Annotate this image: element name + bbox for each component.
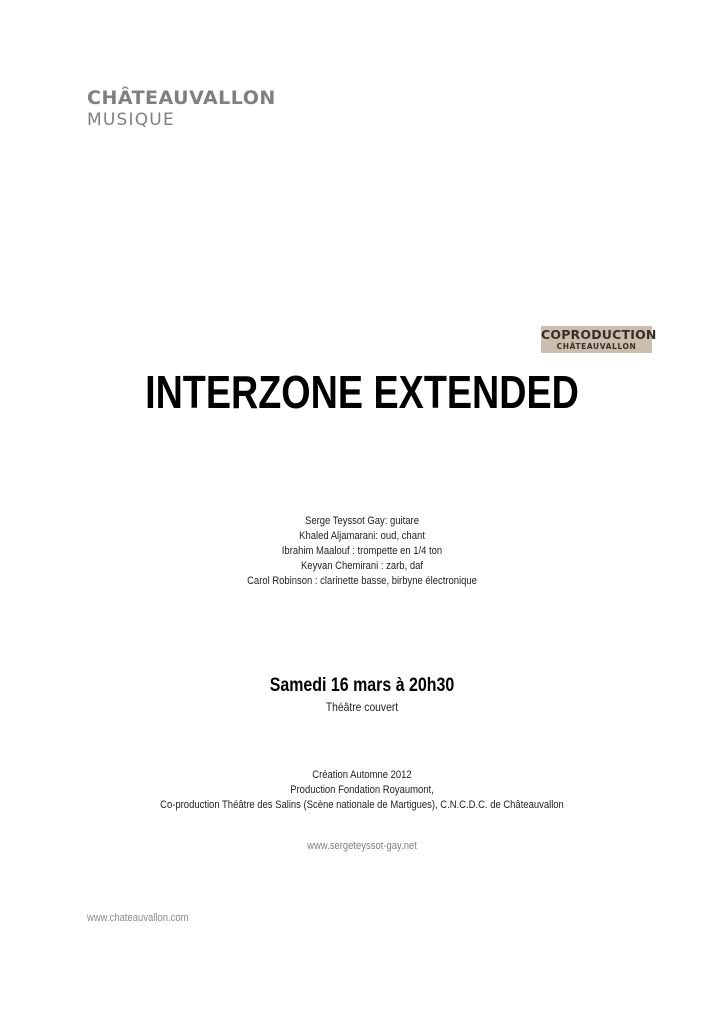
performer-item: Serge Teyssot Gay: guitare [305, 515, 419, 527]
performer-item: Khaled Aljamarani: oud, chant [299, 530, 425, 542]
badge-sublabel: CHÂTEAUVALLON [556, 342, 637, 351]
event-venue: Théâtre couvert [325, 700, 399, 714]
production-credits [0, 768, 724, 813]
performer-item: Keyvan Chemirani : zarb, daf [300, 560, 423, 572]
badge-label: COPRODUCTION [541, 327, 657, 342]
footer-website-link[interactable]: www.chateauvallon.com [87, 912, 189, 924]
artist-website-link[interactable]: www.sergeteyssot-gay.net [307, 840, 417, 852]
credit-line: Création Automne 2012 [312, 769, 412, 781]
page-title: INTERZONE EXTENDED [145, 366, 579, 418]
brand-subtitle: MUSIQUE [87, 110, 175, 130]
brand-name: CHÂTEAUVALLON [87, 87, 276, 109]
performer-list [0, 514, 724, 589]
credit-line: Co-production Théâtre des Salins (Scène nationale de Martigues), C.N.C.D.C. de Châteauvallon [160, 799, 564, 811]
credit-line: Production Fondation Royaumont, [290, 784, 434, 796]
performer-item: Carol Robinson : clarinette basse, birbyne électronique [247, 575, 477, 587]
brand-logo [87, 87, 276, 131]
performer-item: Ibrahim Maalouf : trompette en 1/4 ton [281, 545, 443, 557]
event-date: Samedi 16 mars à 20h30 [269, 675, 455, 696]
coproduction-badge [541, 326, 657, 353]
